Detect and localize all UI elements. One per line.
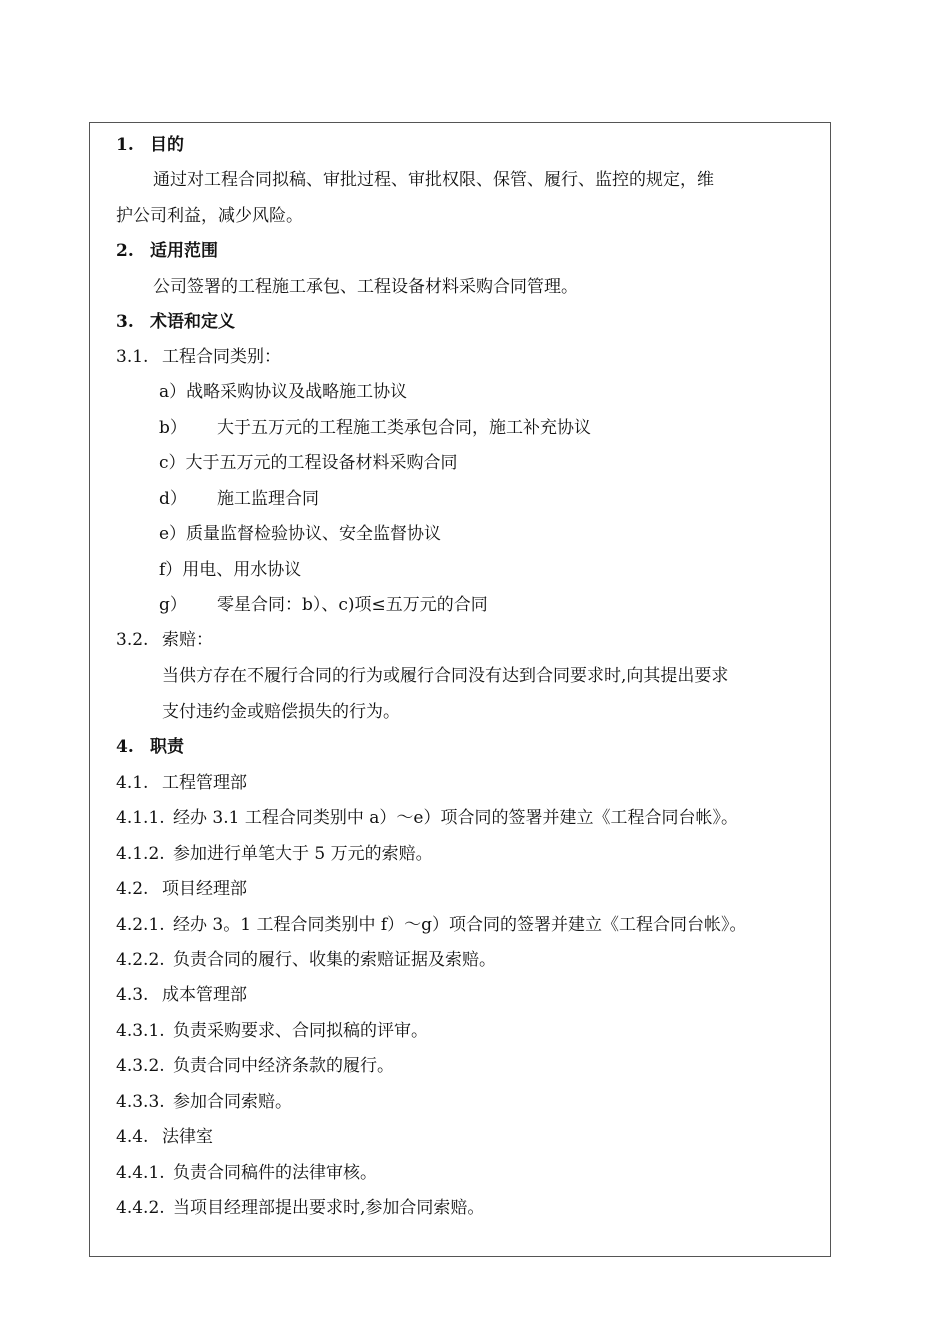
clause-4-1-1 [116,808,738,828]
clause-number: 4.3.2. [116,1056,165,1076]
subsection-3-1 [116,347,281,367]
clause-4-1-2 [116,844,433,864]
subsection-number: 4.3. [116,985,149,1005]
subsection-4-1 [116,773,247,793]
clause-number: 4.2.1. [116,915,165,935]
section-title: 适用范围 [150,241,218,261]
section-title: 职责 [150,737,184,757]
list-item-b [159,418,591,438]
paragraph: 支付违约金或赔偿损失的行为。 [162,702,400,722]
paragraph: 通过对工程合同拟稿、审批过程、审批权限、保管、履行、监控的规定，维 [153,170,714,190]
subsection-number: 4.4. [116,1127,149,1147]
subsection-number: 3.1. [116,347,149,367]
section-number: 3. [116,312,134,332]
document-frame [89,122,831,1257]
clause-text: 当项目经理部提出要求时,参加合同索赔。 [173,1198,485,1218]
clause-text: 经办 3。1 工程合同类别中 f）～g）项合同的签署并建立《工程合同台帐》。 [173,915,747,935]
section-3-heading [116,312,235,332]
list-text: 施工监理合同 [217,489,319,509]
section-4-heading [116,737,184,757]
paragraph: 当供方存在不履行合同的行为或履行合同没有达到合同要求时,向其提出要求 [162,666,729,686]
section-title: 术语和定义 [150,312,235,332]
paragraph: 公司签署的工程施工承包、工程设备材料采购合同管理。 [153,277,578,297]
clause-4-4-2 [116,1198,484,1218]
subsection-title: 索赔： [162,630,213,650]
section-number: 2. [116,241,134,261]
list-item-e: e）质量监督检验协议、安全监督协议 [159,524,442,544]
subsection-number: 4.2. [116,879,149,899]
list-item-c: c）大于五万元的工程设备材料采购合同 [159,453,458,473]
clause-4-4-1 [116,1163,377,1183]
subsection-number: 3.2. [116,630,149,650]
subsection-4-3 [116,985,247,1005]
section-title: 目的 [150,135,184,155]
clause-number: 4.4.1. [116,1163,165,1183]
list-text: 零星合同：b）、c)项≤五万元的合同 [217,595,488,615]
clause-text: 负责采购要求、合同拟稿的评审。 [173,1021,428,1041]
subsection-number: 4.1. [116,773,149,793]
subsection-4-2 [116,879,247,899]
list-label: b） [159,418,187,438]
clause-4-3-2 [116,1056,394,1076]
list-label: d） [159,489,187,509]
clause-number: 4.1.2. [116,844,165,864]
clause-number: 4.1.1. [116,808,165,828]
clause-text: 负责合同中经济条款的履行。 [173,1056,394,1076]
section-number: 1. [116,135,134,155]
list-item-a: a）战略采购协议及战略施工协议 [159,382,408,402]
subsection-title: 法律室 [162,1127,213,1147]
section-1-heading [116,135,184,155]
list-item-f: f）用电、用水协议 [159,560,302,580]
clause-4-2-1 [116,915,747,935]
list-item-g [159,595,488,615]
subsection-title: 工程合同类别： [162,347,281,367]
list-item-d [159,489,319,509]
clause-4-3-3 [116,1092,292,1112]
subsection-3-2 [116,630,213,650]
clause-number: 4.2.2. [116,950,165,970]
clause-text: 负责合同的履行、收集的索赔证据及索赔。 [173,950,496,970]
list-label: g） [159,595,187,615]
subsection-title: 项目经理部 [162,879,247,899]
clause-text: 负责合同稿件的法律审核。 [173,1163,377,1183]
section-number: 4. [116,737,134,757]
subsection-title: 成本管理部 [162,985,247,1005]
list-text: 大于五万元的工程施工类承包合同，施工补充协议 [217,418,591,438]
clause-4-3-1 [116,1021,428,1041]
clause-4-2-2 [116,950,496,970]
clause-number: 4.3.1. [116,1021,165,1041]
section-2-heading [116,241,218,261]
paragraph: 护公司利益，减少风险。 [116,206,303,226]
subsection-4-4 [116,1127,213,1147]
clause-text: 经办 3.1 工程合同类别中 a）～e）项合同的签署并建立《工程合同台帐》。 [173,808,738,828]
clause-number: 4.4.2. [116,1198,165,1218]
clause-text: 参加合同索赔。 [173,1092,292,1112]
subsection-title: 工程管理部 [162,773,247,793]
clause-number: 4.3.3. [116,1092,165,1112]
clause-text: 参加进行单笔大于 5 万元的索赔。 [173,844,433,864]
